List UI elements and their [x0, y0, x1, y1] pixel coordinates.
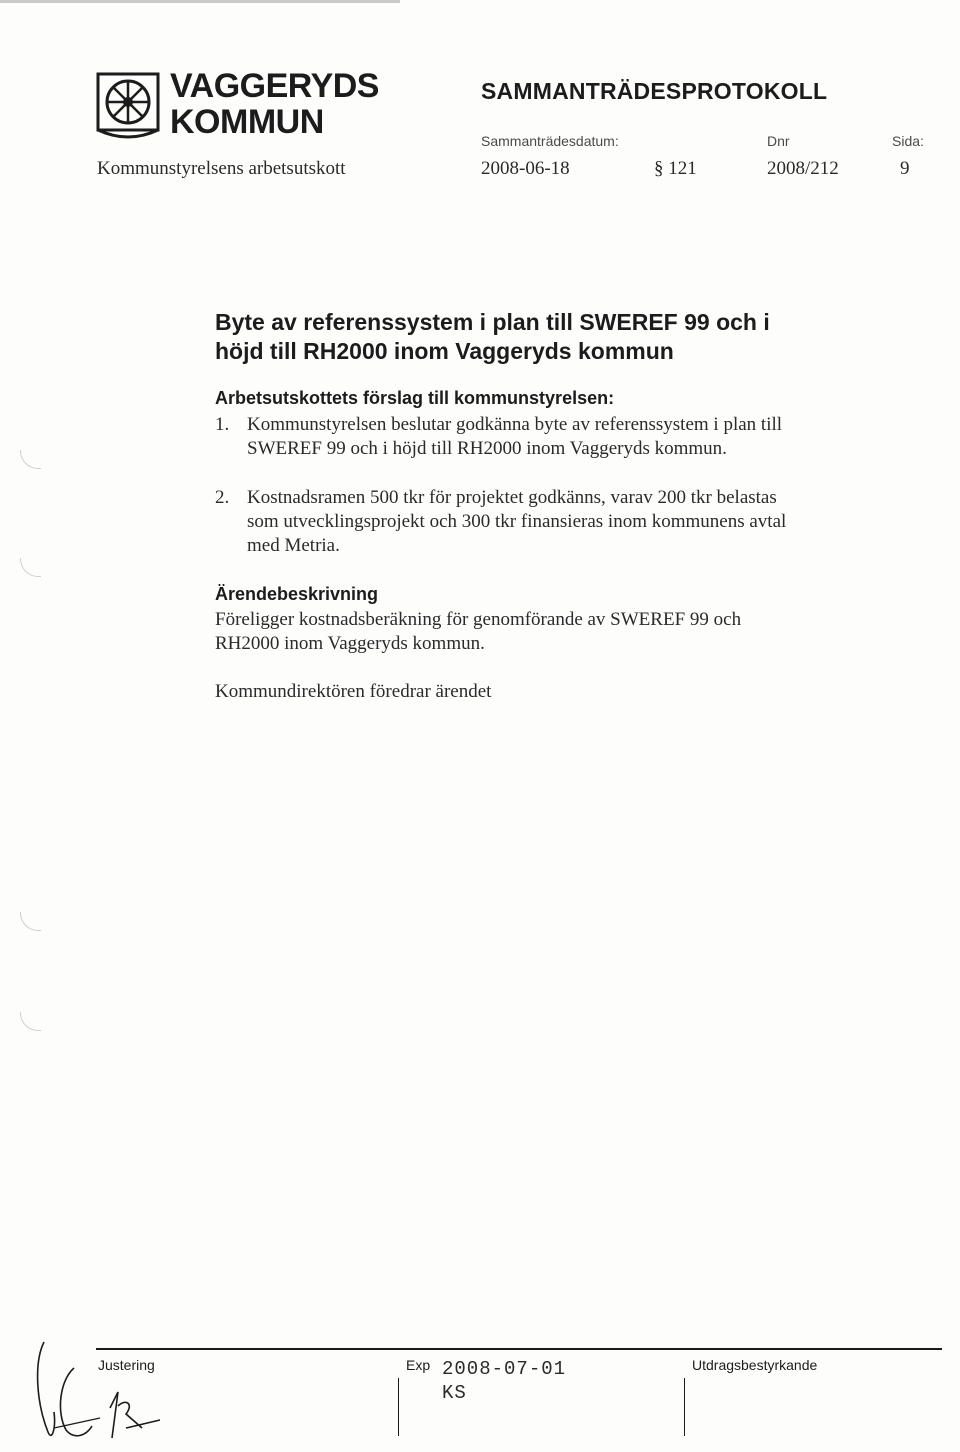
exp-recipient: KS	[442, 1382, 467, 1404]
punch-hole-mark	[20, 912, 41, 931]
exp-date-stamp: 2008-07-01	[442, 1358, 567, 1380]
proposal-heading: Arbetsutskottets förslag till kommunstyrelsen:	[215, 388, 615, 408]
scan-top-edge	[0, 0, 400, 3]
item-number: 1.	[215, 414, 230, 435]
punch-hole-mark	[20, 450, 41, 469]
committee-name: Kommunstyrelsens arbetsutskott	[97, 158, 346, 179]
coat-of-arms-logo	[96, 72, 160, 142]
description-text: Föreligger kostnadsberäkning för genomförande av SWEREF 99 och RH2000 inom Vaggeryds kommun.	[215, 609, 742, 654]
list-item: 1. Kommunstyrelsen beslutar godkänna byte av referenssystem i plan till SWEREF 99 och i höjd till RH2000 inom Vaggeryds kommun.	[215, 414, 783, 459]
meeting-date-label: Sammanträdesdatum:	[481, 133, 619, 149]
footer-divider	[96, 1348, 942, 1350]
exp-label: Exp	[406, 1357, 431, 1373]
page-label: Sida:	[892, 133, 924, 149]
document-type: SAMMANTRÄDESPROTOKOLL	[481, 78, 828, 104]
page-title: Byte av referenssystem i plan till SWEREF 99 och i höjd till RH2000 inom Vaggeryds kommun	[215, 309, 770, 364]
item-number: 2.	[215, 487, 230, 508]
organization-name: VAGGERYDS KOMMUN	[170, 67, 379, 141]
list-item: 2. Kostnadsramen 500 tkr för projektet godkänns, varav 200 tkr belastas som utvecklingsprojekt och 300 tkr finansieras inom kommunens avtal med Metria.	[215, 487, 787, 556]
punch-hole-mark	[20, 1012, 41, 1031]
justering-label: Justering	[98, 1357, 155, 1373]
footer-column-line	[398, 1378, 399, 1436]
handwritten-signature	[30, 1332, 180, 1444]
footer-column-line	[684, 1378, 685, 1436]
dnr-value: 2008/212	[767, 158, 839, 179]
description-heading: Ärendebeskrivning	[215, 584, 379, 604]
dnr-label: Dnr	[767, 133, 790, 149]
utdrag-label: Utdragsbestyrkande	[692, 1357, 818, 1373]
presenter-note: Kommundirektören föredrar ärendet	[215, 681, 492, 702]
page-number: 9	[900, 158, 910, 179]
meeting-date: 2008-06-18	[481, 158, 570, 179]
punch-hole-mark	[20, 558, 41, 577]
paragraph-number: § 121	[654, 158, 697, 179]
